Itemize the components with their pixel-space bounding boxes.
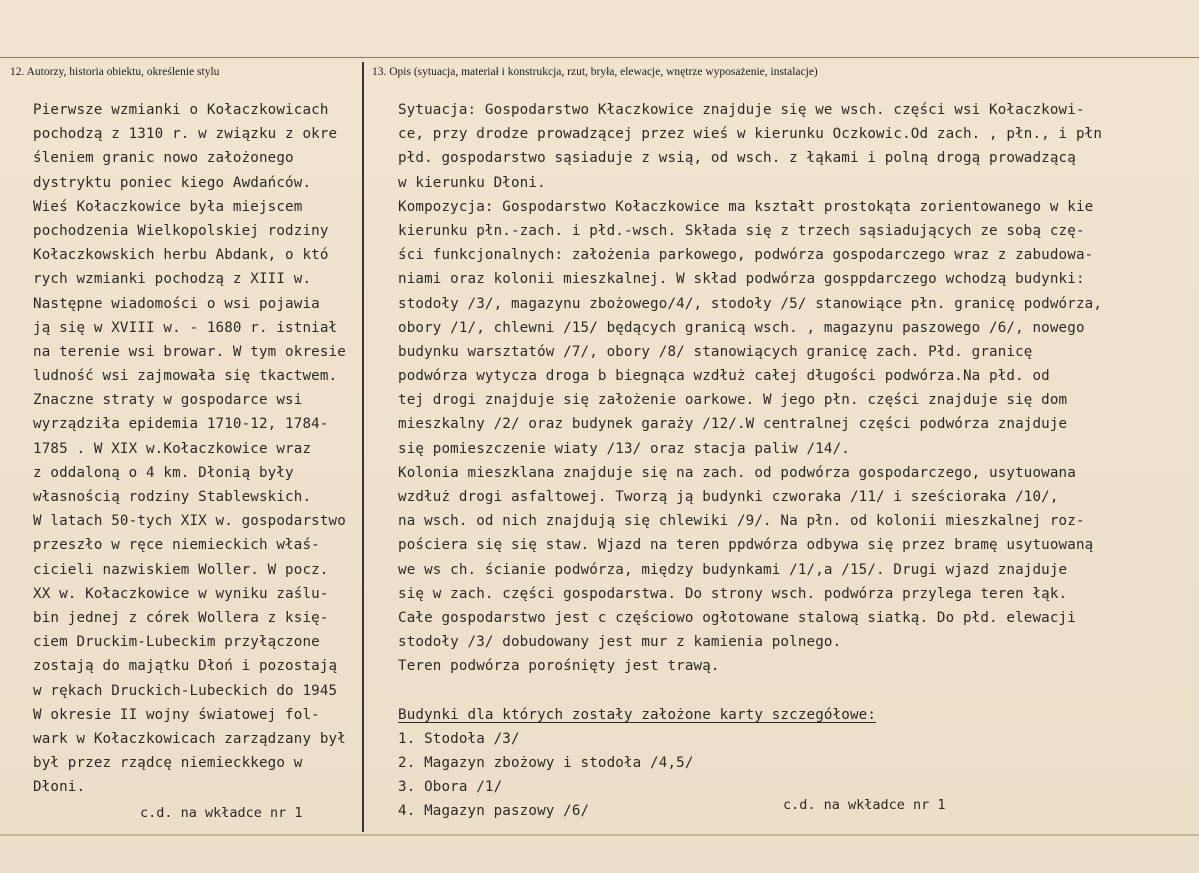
- description-text-line: płd. gospodarstwo sąsiaduje z wsią, od wsch. z łąkami i polną drogą prowadzącą: [398, 150, 1076, 167]
- description-text-line: 2. Magazyn zbożowy i stodoła /4,5/: [398, 755, 694, 772]
- description-text-line: [398, 679, 1199, 703]
- description-text-line: Budynki dla których zostały założone karty szczegółowe:: [398, 706, 877, 723]
- history-text-line: rych wzmianki pochodzą z XIII w.: [33, 271, 312, 288]
- continuation-note-left: c.d. na wkładce nr 1: [140, 805, 303, 821]
- section-13-header: 13. Opis (sytuacja, materiał i konstrukcja, rzut, bryła, elewacje, wnętrze wyposażenie, instalacje): [372, 66, 818, 78]
- history-text-line: pochodzenia Wielkopolskiej rodziny: [33, 222, 329, 239]
- history-text-column: [33, 98, 361, 799]
- description-text-column: [398, 98, 1199, 824]
- description-text-line: pościera się się staw. Wjazd na teren ppdwórza odbywa się przez bramę usytuowaną: [398, 537, 1094, 554]
- history-text-line: w rękach Druckich-Lubeckich do 1945: [33, 682, 338, 699]
- history-text-line: przeszło w ręce niemieckich właś-: [33, 537, 320, 554]
- column-divider: [362, 62, 364, 832]
- history-text-line: bin jednej z córek Wollera z księ-: [33, 609, 329, 626]
- description-text-line: się w zach. części gospodarstwa. Do strony wsch. podwórza przylega teren łąk.: [398, 585, 1068, 602]
- history-text-line: Dłoni.: [33, 779, 86, 796]
- history-text-line: Kołaczkowskich herbu Abdank, o któ: [33, 247, 329, 264]
- description-text-line: Sytuacja: Gospodarstwo Kłaczkowice znajduje się we wsch. części wsi Kołaczkowi-: [398, 102, 1085, 118]
- continuation-note-right: c.d. na wkładce nr 1: [783, 797, 946, 813]
- history-text-line: z oddaloną o 4 km. Dłonią były: [33, 464, 294, 481]
- description-text-line: Teren podwórza porośnięty jest trawą.: [398, 658, 720, 675]
- history-text-line: W okresie II wojny światowej fol-: [33, 706, 320, 723]
- history-text-line: cicieli nazwiskiem Woller. W pocz.: [33, 561, 329, 578]
- section-12-header: 12. Autorzy, historia obiektu, określenie stylu: [10, 66, 220, 78]
- history-text-line: wark w Kołaczkowicach zarządzany był: [33, 730, 346, 747]
- history-text-line: XX w. Kołaczkowice w wyniku zaślu-: [33, 585, 329, 602]
- history-text-line: 1785 . W XIX w.Kołaczkowice wraz: [33, 440, 312, 457]
- description-text-line: ści funkcjonalnych: założenia parkowego, podwórza gospodarczego wraz z zabudowa-: [398, 247, 1094, 264]
- description-text-line: budynku warsztatów /7/, obory /8/ stanowiących granicę zach. Płd. granicę: [398, 343, 1033, 360]
- description-text-line: tej drogi znajduje się założenie oarkowe. W jego płn. części znajduje się dom: [398, 392, 1068, 409]
- history-text-line: Następne wiadomości o wsi pojawia: [33, 295, 320, 312]
- header-rule: [0, 57, 1199, 58]
- history-text-line: wyrządziła epidemia 1710-12, 1784-: [33, 416, 329, 433]
- description-text-line: w kierunku Dłoni.: [398, 174, 546, 191]
- description-text-line: 4. Magazyn paszowy /6/: [398, 803, 590, 820]
- description-text-line: stodoły /3/ dobudowany jest mur z kamienia polnego.: [398, 634, 842, 651]
- history-text-line: Pierwsze wzmianki o Kołaczkowicach: [33, 102, 329, 118]
- history-text-line: śleniem granic nowo założonego: [33, 150, 294, 167]
- history-text-line: na terenie wsi browar. W tym okresie: [33, 343, 346, 360]
- description-text-line: ce, przy drodze prowadzącej przez wieś w kierunku Oczkowic.Od zach. , płn., i płn: [398, 126, 1103, 143]
- description-text-line: Kompozycja: Gospodarstwo Kołaczkowice ma kształt prostokąta zorientowanego w kie: [398, 198, 1094, 215]
- history-text-line: ludność wsi zajmowała się tkactwem.: [33, 368, 338, 385]
- description-text-line: Kolonia mieszklana znajduje się na zach. od podwórza gospodarczego, usytuowana: [398, 464, 1076, 481]
- description-text-line: we ws ch. ścianie podwórza, między budynkami /1/,a /15/. Drugi wjazd znajduje: [398, 561, 1068, 578]
- description-text-line: stodoły /3/, magazynu zbożowego/4/, stodoły /5/ stanowiące płn. granicę podwórza,: [398, 295, 1103, 312]
- history-text-line: ciem Druckim-Lubeckim przyłączone: [33, 634, 320, 651]
- history-text-line: zostają do majątku Dłoń i pozostają: [33, 658, 338, 675]
- description-text-line: kierunku płn.-zach. i płd.-wsch. Składa się z trzech sąsiadujących ze sobą czę-: [398, 222, 1085, 239]
- description-text-line: niami oraz kolonii mieszkalnej. W skład podwórza gosppdarczego wchodzą budynki:: [398, 271, 1085, 288]
- history-text-line: Wieś Kołaczkowice była miejscem: [33, 198, 303, 215]
- fold-line: [0, 834, 1199, 836]
- history-text-line: Znaczne straty w gospodarce wsi: [33, 392, 303, 409]
- description-text-line: na wsch. od nich znajdują się chlewiki /9/. Na płn. od kolonii mieszkalnej roz-: [398, 513, 1085, 530]
- description-text-line: 3. Obora /1/: [398, 779, 503, 796]
- description-text-line: 1. Stodoła /3/: [398, 730, 520, 747]
- description-text-line: podwórza wytycza droga b biegnąca wzdłuż całej długości podwórza.Na płd. od: [398, 368, 1050, 385]
- history-text-line: pochodzą z 1310 r. w związku z okre: [33, 126, 338, 143]
- description-text-line: mieszkalny /2/ oraz budynek garaży /12/.W centralnej części podwórza znajduje: [398, 416, 1068, 433]
- history-text-line: ją się w XVIII w. - 1680 r. istniał: [33, 319, 338, 336]
- history-text-line: był przez rządcę niemieckkego w: [33, 755, 303, 772]
- description-text-line: wzdłuż drogi asfaltowej. Tworzą ją budynki czworaka /11/ i sześcioraka /10/,: [398, 489, 1059, 505]
- description-text-line: Całe gospodarstwo jest c częściowo ogłotowane stalową siatką. Do płd. elewacji: [398, 609, 1076, 626]
- history-text-line: dystryktu poniec kiego Awdańców.: [33, 174, 312, 191]
- history-text-line: własnością rodziny Stablewskich.: [33, 489, 312, 505]
- description-text-line: się pomieszczenie wiaty /13/ oraz stacja paliw /14/.: [398, 440, 850, 457]
- description-text-line: obory /1/, chlewni /15/ będących granicą wsch. , magazynu paszowego /6/, nowego: [398, 319, 1085, 336]
- history-text-line: W latach 50-tych XIX w. gospodarstwo: [33, 513, 346, 530]
